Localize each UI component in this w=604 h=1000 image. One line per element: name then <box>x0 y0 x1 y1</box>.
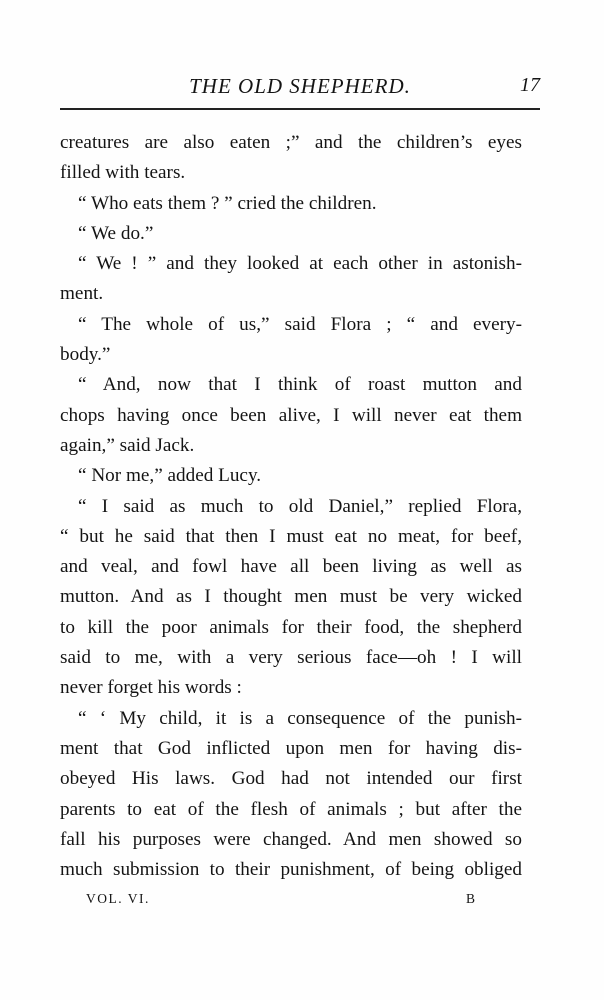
text-line: to kill the poor animals for their food, the shepherd <box>60 616 522 638</box>
text-line: “ Who eats them ? ” cried the children. <box>78 192 377 214</box>
text-line: said to me, with a very serious face—oh ! I will <box>60 647 522 669</box>
text-line: “ The whole of us,” said Flora ; “ and every- <box>78 313 522 335</box>
text-line: “ ‘ My child, it is a consequence of the punish- <box>78 707 522 729</box>
text-line: fall his purposes were changed. And men showed so <box>60 828 522 850</box>
text-line: chops having once been alive, I will never eat them <box>60 404 522 426</box>
signature-mark: VOL. VI. <box>86 891 150 906</box>
text-line: mutton. And as I thought men must be very wicked <box>60 586 522 608</box>
text-line: never forget his words : <box>60 677 242 699</box>
text-line: ment. <box>60 283 104 305</box>
text-line: “ We ! ” and they looked at each other in astonish- <box>78 253 522 275</box>
text-line: and veal, and fowl have all been living as well as <box>60 556 522 578</box>
text-line: body.” <box>60 344 111 366</box>
running-head <box>60 74 540 104</box>
text-line: much submission to their punishment, of being obliged <box>60 859 522 881</box>
signature-letter: B <box>466 891 476 906</box>
text-line: parents to eat of the flesh of animals ; but after the <box>60 798 522 820</box>
page-number: 17 <box>520 74 540 96</box>
text-line: creatures are also eaten ;” and the children’s eyes <box>60 132 522 153</box>
text-line: “ I said as much to old Daniel,” replied Flora, <box>78 495 522 517</box>
text-line: “ And, now that I think of roast mutton and <box>78 374 522 396</box>
text-line: “ We do.” <box>78 222 154 244</box>
text-line: ment that God inflicted upon men for having dis- <box>60 737 522 759</box>
text-line: “ Nor me,” added Lucy. <box>78 465 262 487</box>
body-text <box>60 128 522 885</box>
text-line: filled with tears. <box>60 162 186 184</box>
header-rule <box>60 108 540 110</box>
text-line: obeyed His laws. God had not intended our first <box>60 768 522 790</box>
running-head-title: THE OLD SHEPHERD. <box>189 74 411 98</box>
text-line: again,” said Jack. <box>60 434 195 456</box>
text-line: “ but he said that then I must eat no meat, for beef, <box>60 525 522 547</box>
